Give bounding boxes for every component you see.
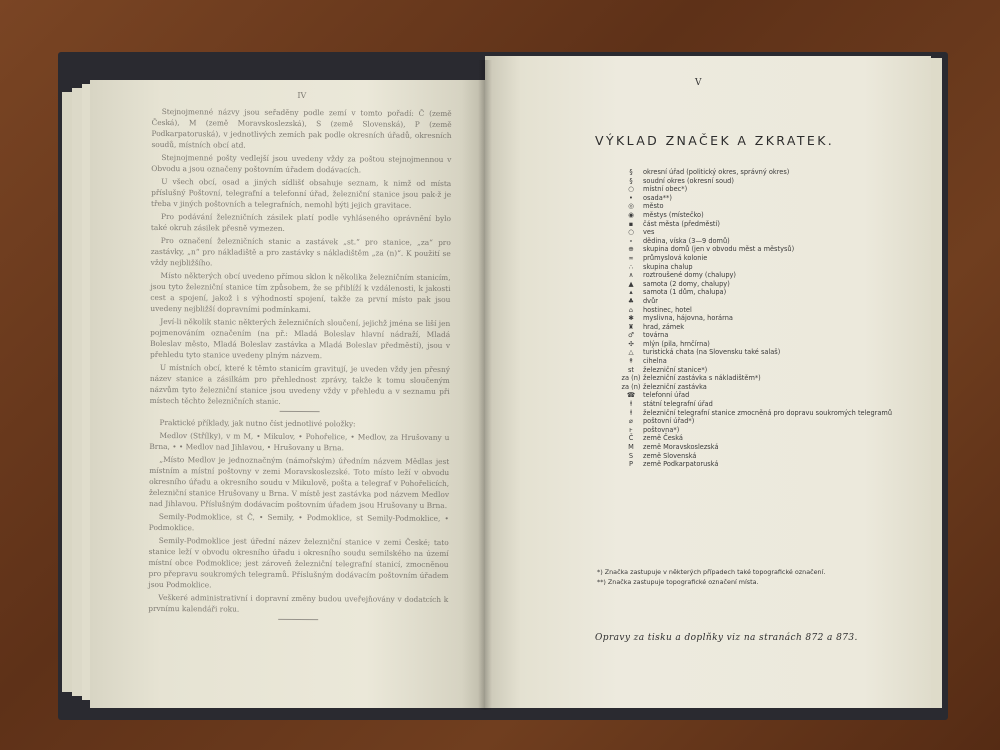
legend-text: hostinec, hotel — [643, 305, 692, 314]
legend-item — [619, 443, 899, 452]
example-paragraph: „Místo Medlov je jednoznačným (námořským) úředním názvem Mědlas jest místním a místní poštovny v zemi Moravskoslezské. Toto místo leží v obvodu okresního úřadu a okresního soudu v Mikulově, pošta a telegraf v Pohořelicích, železniční stanice Hrušovany u Brna. V místě jest zastávka pod názvem Medlov nad Jihlavou. Příslušným dodávacím poštovním úřadem jsou Hrušovany u Brna. — [148, 455, 450, 511]
legend-item — [619, 417, 899, 426]
legend-symbol: ♣ — [628, 296, 634, 305]
example-paragraph: Medlov (Střílky), v m M, • Mikulov, • Pohořelice, • Medlov, za Hrušovany u Brna, • • Medlov nad Jihlavou, • Hrušovany u Brna. — [149, 431, 450, 453]
legend-text: železniční telegrafní stanice zmocněná pro dopravu soukromých telegramů — [643, 408, 893, 417]
legend-symbol: ↟ — [628, 357, 634, 366]
paragraph: U místních obcí, které k těmto stanicím gravitují, je uveden vždy jen přesný název stanice a zásilkám pro přehlednost zprávy, takže k tomu sloučeným názvům tyto železniční stanice jsou uvedeny vždy v přehledu a v seznamu při místech těchto železničních stanic. — [149, 363, 450, 406]
book-gutter — [478, 60, 492, 710]
legend-text: železniční zastávka s nákladištěm*) — [643, 374, 761, 383]
legend-text: telefonní úřad — [643, 391, 690, 400]
legend-text: samota (2 domy, chalupy) — [643, 279, 730, 288]
legend-text: turistická chata (na Slovensku také salaš) — [643, 348, 781, 357]
legend-item — [619, 391, 899, 400]
section-divider — [280, 411, 320, 412]
legend-symbol: ▴ — [629, 288, 633, 297]
legend-text: poštovna*) — [643, 425, 680, 434]
legend-text: průmyslová kolonie — [643, 253, 708, 262]
legend-item — [619, 237, 899, 246]
legend-symbol: ◎ — [628, 202, 634, 211]
legend-text: cihelna — [643, 357, 667, 366]
legend-symbol: P — [629, 460, 633, 469]
paragraph: Pro označení železničních stanic a zastávek „st.“ pro stanice, „za“ pro zastávky, „n“ pro nákladiště a pro zastávky s nákladištěm „za (n)“. K použití se vždy nejbližšího. — [150, 236, 451, 268]
legend-item — [619, 168, 899, 177]
legend-symbol: ⊕ — [628, 245, 634, 254]
legend-symbol: za (n) — [621, 382, 641, 391]
legend-item — [619, 306, 899, 315]
legend-symbol: Č — [628, 434, 634, 443]
paragraph: Stejnojmenné pošty vedlejší jsou uvedeny vždy za poštou stejnojmennou v Obvodu a jsou označeny poštovním úřadem dodávacích. — [151, 153, 452, 175]
legend-symbol: ◉ — [628, 210, 634, 219]
legend-symbol: st — [627, 365, 635, 374]
legend-text: město — [643, 202, 664, 211]
legend-text: železniční stanice*) — [643, 365, 708, 374]
example-paragraph: Semily-Podmoklice, st Č, • Semily, • Podmoklice, st Semily-Podmoklice, • Podmoklice. — [148, 512, 449, 533]
legend-text: země Česká — [643, 434, 683, 443]
legend-text: část města (předměstí) — [643, 219, 720, 228]
legend-text: země Podkarpatoruská — [643, 460, 719, 469]
legend-symbol: § — [629, 168, 633, 176]
legend-item — [619, 254, 899, 263]
legend-symbol: ∞ — [628, 253, 634, 262]
legend-text: země Moravskoslezská — [643, 443, 719, 451]
legend-symbol: S — [628, 451, 634, 460]
legend-item — [619, 314, 899, 323]
legend-text: dvůr — [643, 296, 658, 305]
left-page — [90, 80, 485, 708]
example-paragraph: Semily-Podmoklice jest úřední název železniční stanice v zemi České; tato stanice leží v obvodu okresního úřadu i okresního soudu semilského na území místní obce Podmoklice; jest zároveň železniční telegrafní stanicí, zmocněnou pro přepravu soukromých telegramů. Příslušným dodávacím poštovním úřadem jsou Podmoklice. — [148, 536, 449, 590]
legend-item — [619, 366, 899, 375]
legend-item — [619, 400, 899, 409]
legend-item — [619, 297, 899, 306]
legend-symbol: ⱡ — [630, 400, 632, 409]
legend-symbol: ✱ — [628, 314, 634, 323]
legend-text: myslivna, hájovna, horárna — [643, 314, 733, 323]
left-page-number: IV — [297, 90, 307, 101]
legend-symbol: ♂ — [628, 331, 634, 340]
legend-item — [619, 177, 899, 186]
legend-symbol: • — [629, 193, 633, 202]
legend-symbol: ○ — [628, 228, 634, 237]
legend-symbol: ▪ — [628, 219, 634, 228]
legend-symbol: za (n) — [621, 374, 641, 383]
legend-item — [619, 323, 899, 332]
legend-symbol: ▲ — [628, 279, 634, 288]
legend-item — [619, 348, 899, 357]
legend-text: železniční zastávka — [643, 382, 707, 391]
page-title: VÝKLAD ZNAČEK A ZKRATEK. — [595, 133, 835, 148]
legend-text: městys (místečko) — [643, 210, 704, 219]
paragraph: Místo některých obcí uvedeno přímou sklon k několika železničním stanicím, jsou tyto železniční stanice tím způsobem, že se přiblíží k vzdálenosti, k jakosti cest a spojení, jakož i s výhodností spojení, takže za první místo pak jsou uvedeny nejbližší dopravními podmínkami. — [150, 271, 451, 315]
legend-text: samota (1 dům, chalupa) — [643, 288, 727, 297]
right-page — [485, 56, 931, 708]
legend-item — [619, 452, 899, 461]
legend-text: dědina, víska (3—9 domů) — [643, 236, 730, 245]
legend-symbol: ⌀ — [629, 417, 633, 426]
legend-text: hrad, zámek — [643, 322, 685, 331]
legend-item — [619, 340, 899, 349]
legend-text: poštovní úřad*) — [643, 417, 695, 426]
left-page-text — [148, 89, 452, 627]
legend-item — [619, 228, 899, 237]
legend-symbol: ♜ — [628, 322, 634, 331]
legend-item — [619, 194, 899, 203]
legend-text: soudní okres (okresní soud) — [643, 176, 734, 185]
errata-note: Opravy za tisku a doplňky viz na stranách 872 a 873. — [595, 633, 858, 643]
legend-item — [619, 220, 899, 229]
legend-symbol: ∴ — [628, 262, 634, 271]
legend-list — [619, 168, 899, 469]
legend-item — [619, 280, 899, 289]
examples-title: Praktické příklady, jak nutno číst jednotlivé položky: — [159, 418, 356, 429]
legend-item — [619, 202, 899, 211]
legend-symbol: ⱶ — [629, 425, 633, 434]
legend-symbol: ∘ — [628, 236, 634, 245]
legend-item — [619, 357, 899, 366]
legend-item — [619, 409, 899, 418]
legend-item — [619, 331, 899, 340]
legend-text: státní telegrafní úřad — [643, 400, 713, 409]
paragraph: Stejnojmenné názvy jsou seřaděny podle zemí v tomto pořadí: Č (země Česká), M (země Moravskoslezská), S (země Slovenská), P (země Podkarpatoruská), v jednotlivých zemích pak podle okresních úřadů, okresních soudů, místních obcí atd. — [151, 107, 452, 150]
legend-text: skupina chalup — [643, 262, 693, 271]
legend-text: továrna — [643, 331, 669, 340]
right-page-number: V — [695, 78, 702, 88]
legend-symbol: ∧ — [628, 271, 634, 280]
legend-symbol: △ — [628, 348, 634, 357]
legend-item — [619, 383, 899, 392]
legend-item — [619, 434, 899, 443]
legend-item — [619, 374, 899, 383]
legend-item — [619, 263, 899, 272]
legend-symbol: ⌂ — [628, 305, 634, 314]
legend-symbol: M — [628, 443, 634, 451]
example-paragraph: Veškeré administrativní i dopravní změny budou uveřejňovány v dodatcích k prvnímu kalendáři roku. — [148, 593, 449, 614]
paragraph: Jeví-li několik stanic některých železničních sloučení, jejichž jména se liší jen pojmenováním označením (na př.: Mladá Boleslav hlavní nádraží, Mladá Boleslav město, Mladá Boleslav zastávka a Mladá Boleslav předměstí), jsou v přehledu tyto stanice uvedeny plným názvem. — [149, 317, 451, 361]
legend-text: mlýn (pila, hrnčírna) — [643, 339, 710, 348]
paragraph: Pro podávání železničních zásilek platí podle vyhláseného oprávnění bylo také okruh zásilek přesně vymezen. — [150, 212, 452, 233]
legend-text: místní obec*) — [643, 185, 688, 194]
legend-text: skupina domů (jen v obvodu měst a městysů) — [643, 245, 795, 254]
legend-item — [619, 271, 899, 280]
legend-text: země Slovenská — [643, 451, 697, 460]
legend-item — [619, 460, 899, 469]
paragraph: U všech obcí, osad a jiných sídlišť obsahuje seznam, k nimž od místa příslušný Poštovní, telegrafní a telefonní úřad, železniční stanice jsou pak-ž je třeba v jiných poštovních a telegrafních, nemohl býti jejich gravitace. — [151, 177, 452, 210]
legend-symbol: ✣ — [628, 339, 634, 348]
legend-text: ves — [643, 228, 655, 237]
legend-item — [619, 288, 899, 297]
legend-item — [619, 245, 899, 254]
legend-symbol: § — [629, 176, 633, 185]
section-divider — [278, 619, 318, 620]
legend-symbol: ○ — [628, 185, 634, 194]
legend-text: osada**) — [643, 193, 672, 202]
footnote: *) Značka zastupuje v některých případech také topografické označení. — [597, 568, 826, 576]
legend-symbol: ⱡ — [630, 408, 632, 417]
legend-text: roztroušené domy (chalupy) — [643, 271, 736, 280]
footnote: **) Značka zastupuje topografické označení místa. — [597, 578, 759, 586]
footnotes — [597, 567, 825, 587]
legend-text: okresní úřad (politický okres, správný okres) — [643, 168, 790, 176]
legend-item — [619, 185, 899, 194]
legend-symbol: ☎ — [626, 391, 636, 400]
legend-item — [619, 211, 899, 220]
